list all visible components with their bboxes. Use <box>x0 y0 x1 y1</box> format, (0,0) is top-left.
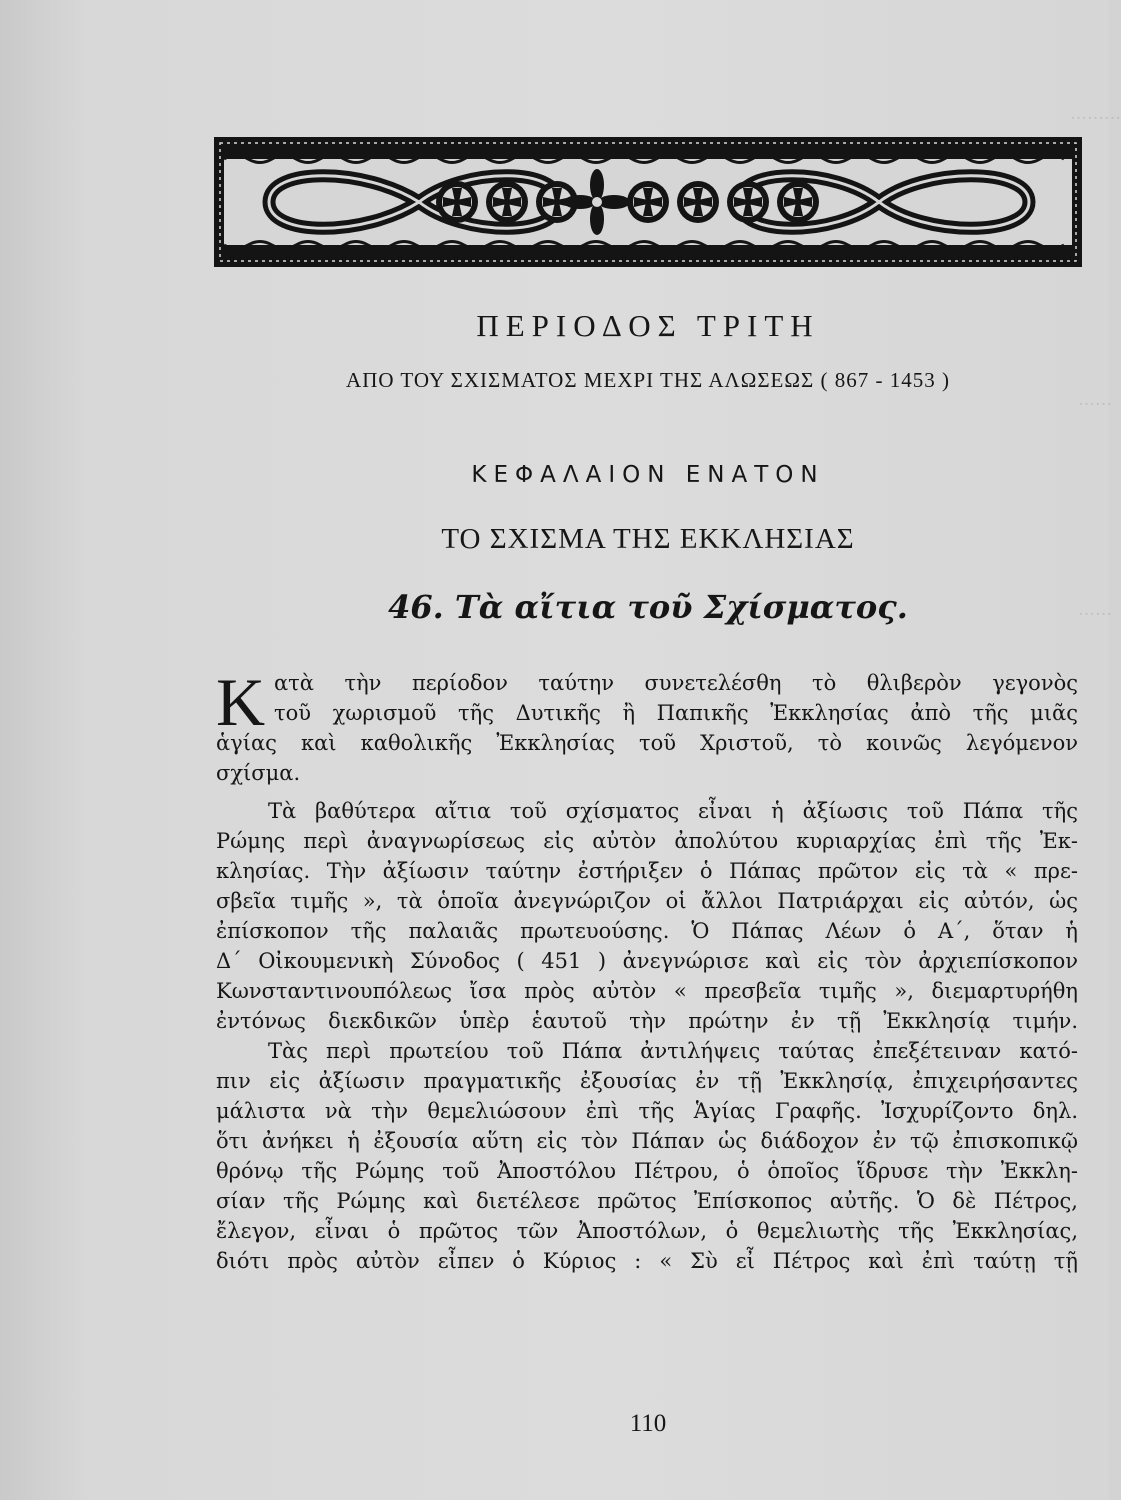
drop-cap: Κ <box>216 664 266 740</box>
text-line: μάλιστα νὰ τὴν θεμελιώσουν ἐπὶ τῆς Ἁγίας Γραφῆς. Ἰσχυρίζοντο δηλ. <box>216 1099 1078 1123</box>
chapter-title: ΤΟ ΣΧΙΣΜΑ ΤΗΣ ΕΚΚΛΗΣΙΑΣ <box>441 523 855 555</box>
section-title: 46. Τὰ αἴτια τοῦ Σχίσματος. <box>388 588 908 626</box>
text-line: ἔλεγον, εἶναι ὁ πρῶτος τῶν Ἀποστόλων, ὁ θεμελιωτὴς τῆς Ἐκκλησίας, <box>216 1219 1078 1243</box>
text-line: σίαν τῆς Ρώμης καὶ διετέλεσε πρῶτος Ἐπίσκοπος αὐτῆς. Ὁ δὲ Πέτρος, <box>216 1189 1078 1213</box>
text-line: Κωνσταντινουπόλεως ἴσα πρὸς αὐτὸν « πρεσβεῖα τιμῆς », διεμαρτυρήθη <box>216 979 1078 1003</box>
rosette-ornament <box>727 181 769 223</box>
text-line: διότι πρὸς αὐτὸν εἶπεν ὁ Κύριος : « Σὺ εἶ Πέτρος καὶ ἐπὶ ταύτῃ τῇ <box>216 1249 1078 1273</box>
rosette-ornament <box>627 181 669 223</box>
rosette-ornament <box>486 181 528 223</box>
rosette-ornament <box>436 181 478 223</box>
chapter-heading: ΚΕΦΑΛΑΙΟΝ ΕΝΑΤΟΝ <box>471 462 825 488</box>
show-through: ……… <box>1070 104 1121 124</box>
text-line: Δ΄ Οἰκουμενικὴ Σύνοδος ( 451 ) ἀνεγνώρισε καὶ εἰς τὸν ἀρχιεπίσκοπον <box>216 949 1078 973</box>
text-line: ἐντόνως διεκδικῶν ὑπὲρ ἑαυτοῦ τὴν πρώτην ἐν τῇ Ἐκκλησίᾳ τιμήν. <box>216 1009 1078 1033</box>
text-line: Τὰ βαθύτερα αἴτια τοῦ σχίσματος εἶναι ἡ ἀξίωσις τοῦ Πάπα τῆς <box>268 799 1078 823</box>
body-text <box>216 664 1078 1276</box>
text-line: τοῦ χωρισμοῦ τῆς Δυτικῆς ἢ Παπικῆς Ἐκκλησίας ἀπὸ τῆς μιᾶς <box>274 701 1078 725</box>
text-line: Ρώμης περὶ ἀναγνωρίσεως εἰς αὐτὸν ἀπολύτου κυριαρχίας ἐπὶ τῆς Ἐκ- <box>216 829 1078 853</box>
text-line: ατὰ τὴν περίοδον ταύτην συνετελέσθη τὸ θλιβερὸν γεγονὸς <box>274 671 1078 695</box>
page-number: 110 <box>629 1410 667 1437</box>
rosette-ornament <box>677 181 719 223</box>
text-line: κλησίας. Τὴν ἀξίωσιν ταύτην ἐστήριξεν ὁ Πάπας πρῶτον εἰς τὰ « πρε- <box>216 859 1078 883</box>
text-line: ἁγίας καὶ καθολικῆς Ἐκκλησίας τοῦ Χριστοῦ, τὸ κοινῶς λεγόμενον <box>216 731 1078 755</box>
decorative-header-band <box>214 137 1082 267</box>
text-line: σχίσμα. <box>216 761 301 785</box>
show-through: …… <box>1078 390 1112 410</box>
text-line: θρόνῳ τῆς Ρώμης τοῦ Ἀποστόλου Πέτρου, ὁ ὁποῖος ἵδρυσε τὴν Ἐκκλη- <box>216 1159 1078 1183</box>
text-line: ὅτι ἀνήκει ἡ ἐξουσία αὕτη εἰς τὸν Πάπαν ὡς διάδοχον ἐν τῷ ἐπισκοπικῷ <box>216 1129 1078 1153</box>
text-line: πιν εἰς ἀξίωσιν πραγματικῆς ἐξουσίας ἐν τῇ Ἐκκλησίᾳ, ἐπιχειρήσαντες <box>216 1069 1078 1093</box>
text-line: Τὰς περὶ πρωτείου τοῦ Πάπα ἀντιλήψεις ταύτας ἐπεξέτειναν κατό- <box>268 1039 1078 1063</box>
show-through: …… <box>1078 600 1112 620</box>
text-line: σβεῖα τιμῆς », τὰ ὁποῖα ἀνεγνώριζον οἱ ἄλλοι Πατριάρχαι εἰς αὐτόν, ὡς <box>216 889 1078 913</box>
period-subtitle: ΑΠΟ ΤΟΥ ΣΧΙΣΜΑΤΟΣ ΜΕΧΡΙ ΤΗΣ ΑΛΩΣΕΩΣ ( 867 - 1453 ) <box>346 368 950 392</box>
period-heading: ΠΕΡΙΟΔΟΣ ΤΡΙΤΗ <box>476 308 820 343</box>
rosette-ornament <box>777 181 819 223</box>
text-line: ἐπίσκοπον τῆς παλαιᾶς πρωτευούσης. Ὁ Πάπας Λέων ὁ Α΄, ὅταν ἡ <box>216 919 1078 943</box>
